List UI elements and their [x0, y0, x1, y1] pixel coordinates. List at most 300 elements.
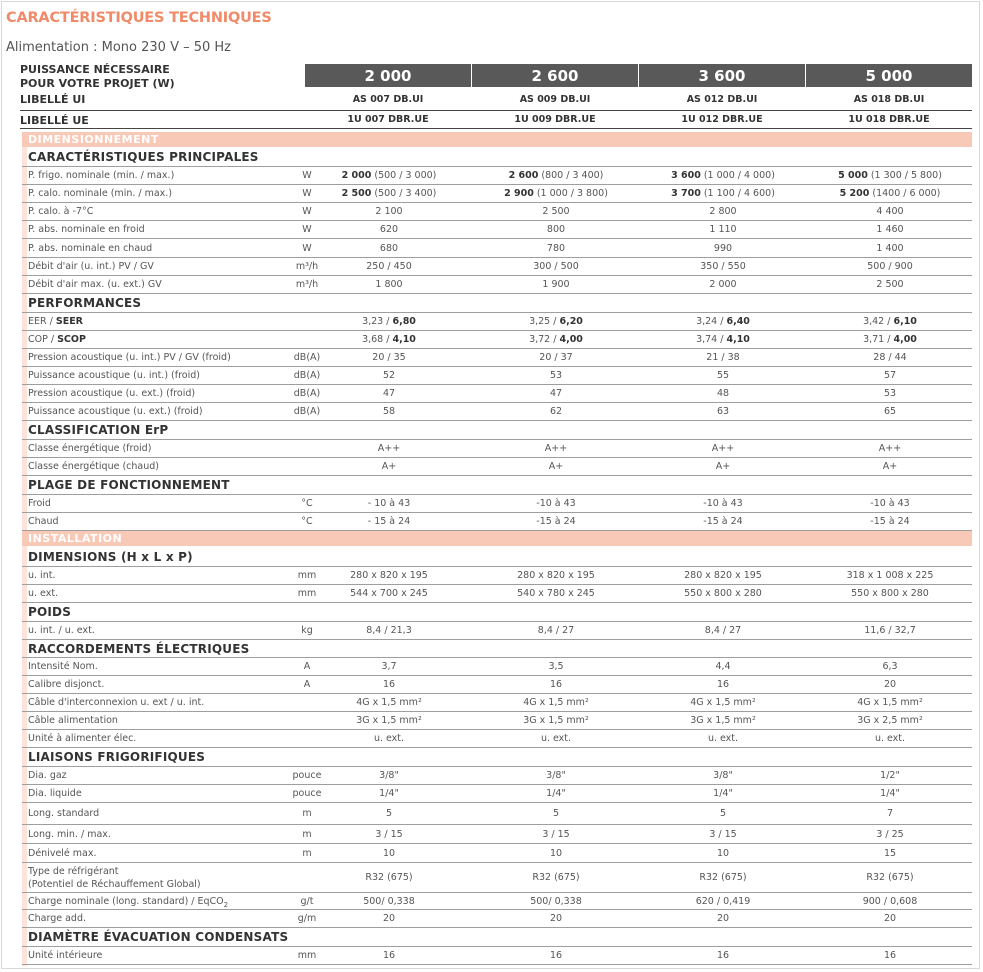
value-range: (1 100 / 4 600): [700, 188, 775, 199]
row-value: 21 / 38: [706, 352, 740, 363]
value-nominal: 3 600: [671, 170, 701, 181]
row-unit: m: [302, 808, 312, 819]
table-row: [22, 203, 972, 221]
row-value: 990: [713, 243, 733, 254]
value-seasonal: 4,00: [559, 334, 583, 345]
row-value: 3/8": [713, 770, 733, 781]
row-value: 10: [716, 848, 730, 859]
row-unit: W: [302, 206, 312, 217]
row-value: A++: [377, 443, 401, 454]
band-label: DIMENSIONNEMENT: [28, 133, 159, 146]
section-title: CARACTÉRISTIQUES PRINCIPALES: [28, 150, 259, 164]
row-value: 280 x 820 x 195: [684, 570, 762, 581]
row-label: Long. standard: [28, 808, 100, 819]
value-seasonal: 6,40: [726, 316, 750, 327]
power-label-2: POUR VOTRE PROJET (W): [20, 77, 175, 90]
row-value: R32 (675): [699, 872, 747, 883]
row-value: 15: [883, 848, 897, 859]
value-seasonal: 4,00: [893, 334, 917, 345]
section-dimensions: [22, 548, 972, 567]
row-value: 55: [716, 370, 730, 381]
row-value: 3G x 2,5 mm²: [857, 715, 923, 726]
row-value: 8,4 / 27: [537, 625, 575, 636]
row-value: 1 900: [542, 279, 570, 290]
row-value: 540 x 780 x 245: [517, 588, 595, 599]
row-value: 2 500: [876, 279, 904, 290]
row-label: Unité intérieure: [28, 950, 103, 961]
row-unit: g/m: [297, 913, 317, 924]
row-label: P. calo. nominale (min. / max.): [28, 188, 173, 199]
row-value: 47: [549, 388, 563, 399]
table-row: [22, 313, 972, 331]
row-value: 16: [382, 950, 396, 961]
row-value: 5: [552, 808, 560, 819]
column-power-header: 2 600: [472, 64, 638, 87]
row-value: [640, 334, 806, 345]
row-unit: °C: [301, 516, 313, 527]
row-value: A++: [878, 443, 902, 454]
row-value: 318 x 1 008 x 225: [846, 570, 934, 581]
section-erp: [22, 421, 972, 440]
row-value: 16: [549, 950, 563, 961]
row-label: Dia. liquide: [28, 788, 82, 799]
row-value: 20: [382, 913, 396, 924]
table-row: [22, 803, 972, 825]
row-value: 4G x 1,5 mm²: [523, 697, 589, 708]
row-unit: dB(A): [293, 406, 321, 417]
section-title: POIDS: [28, 605, 72, 619]
value-range: (1 000 / 3 800): [533, 188, 608, 199]
row-unit: g/t: [300, 896, 314, 907]
row-label: [28, 316, 83, 327]
row-value: 900 / 0,608: [862, 896, 918, 907]
row-value: 20: [883, 679, 897, 690]
row-unit: A: [303, 661, 311, 672]
row-value: 300 / 500: [533, 261, 579, 272]
row-value: 500/ 0,338: [530, 896, 582, 907]
row-value: 1 800: [375, 279, 403, 290]
row-value: 4,4: [715, 661, 731, 672]
row-value: 1 110: [709, 224, 737, 235]
value-range: (800 / 3 400): [538, 170, 604, 181]
row-value: 20 / 35: [372, 352, 406, 363]
row-unit: W: [302, 224, 312, 235]
row-value: 48: [716, 388, 730, 399]
table-row: [22, 730, 972, 748]
column-ue-model: 1U 018 DBR.UE: [848, 114, 930, 125]
table-row: [22, 185, 972, 203]
power-supply-line: Alimentation : Mono 230 V – 50 Hz: [6, 40, 231, 55]
row-value: 2 500: [542, 206, 570, 217]
row-unit: dB(A): [293, 370, 321, 381]
row-value: 3 / 15: [375, 829, 403, 840]
row-value: -10 à 43: [870, 498, 910, 509]
row-label: Dénivelé max.: [28, 848, 97, 859]
row-value: u. ext.: [540, 733, 572, 744]
row-label-bold: SEER: [55, 316, 83, 327]
row-value: 3/8": [546, 770, 566, 781]
table-row: [22, 367, 972, 385]
row-value: 2 000: [709, 279, 737, 290]
row-value: 6,3: [882, 661, 898, 672]
value-range: (1 000 / 4 000): [700, 170, 775, 181]
table-row: [22, 863, 972, 893]
table-row: [22, 221, 972, 239]
table-row: [22, 167, 972, 185]
row-value: -15 à 24: [703, 516, 743, 527]
row-value: 3G x 1,5 mm²: [523, 715, 589, 726]
column-power-header: 2 000: [305, 64, 471, 87]
row-unit: m: [302, 829, 312, 840]
section-performances: [22, 294, 972, 313]
row-label: Unité à alimenter élec.: [28, 733, 137, 744]
row-label: Pression acoustique (u. int.) PV / GV (froid): [28, 352, 231, 363]
row-value: R32 (675): [866, 872, 914, 883]
row-label: Câble alimentation: [28, 715, 118, 726]
row-value: 550 x 800 x 280: [851, 588, 929, 599]
row-value: 20: [716, 913, 730, 924]
row-value: 16: [716, 679, 730, 690]
row-value: u. ext.: [707, 733, 739, 744]
row-value: -10 à 43: [703, 498, 743, 509]
table-row: [22, 622, 972, 640]
row-unit: °C: [301, 498, 313, 509]
column-power-header: 3 600: [639, 64, 805, 87]
value-range: (1 300 / 5 800): [867, 170, 942, 181]
row-value: 28 / 44: [873, 352, 907, 363]
row-value: 1 460: [876, 224, 904, 235]
value-ratio: 3,25 /: [529, 316, 560, 327]
row-unit: dB(A): [293, 352, 321, 363]
row-value: 500/ 0,338: [363, 896, 415, 907]
row-value: 3,5: [548, 661, 564, 672]
row-label: u. ext.: [28, 588, 59, 599]
row-value: - 10 à 43: [367, 498, 411, 509]
row-value: 16: [382, 679, 396, 690]
table-row: [22, 495, 972, 513]
table-row: [22, 276, 972, 294]
row-value: 20: [883, 913, 897, 924]
row-label-part: COP /: [28, 334, 58, 345]
row-value: 10: [382, 848, 396, 859]
table-row: [22, 712, 972, 730]
row-value: 2 800: [709, 206, 737, 217]
value-seasonal: 4,10: [392, 334, 416, 345]
row-value: u. ext.: [373, 733, 405, 744]
row-value: 3,7: [381, 661, 397, 672]
table-row: [22, 331, 972, 349]
value-ratio: 3,71 /: [863, 334, 894, 345]
table-row: [22, 258, 972, 276]
column-ui-model: AS 009 DB.UI: [519, 94, 591, 105]
row-value: 780: [546, 243, 566, 254]
row-value: 3/8": [379, 770, 399, 781]
row-value: [473, 316, 639, 327]
row-unit: pouce: [292, 770, 322, 781]
table-row: [22, 458, 972, 476]
row-unit: W: [302, 170, 312, 181]
row-value: 1/4": [713, 788, 733, 799]
row-value: [807, 188, 973, 199]
row-value: 3 / 15: [542, 829, 570, 840]
row-value: 500 / 900: [867, 261, 913, 272]
row-value: 10: [549, 848, 563, 859]
row-unit: mm: [297, 588, 317, 599]
section-title: DIAMÈTRE ÉVACUATION CONDENSATS: [28, 930, 289, 944]
row-value: 4G x 1,5 mm²: [690, 697, 756, 708]
value-ratio: 3,68 /: [362, 334, 393, 345]
table-row: [22, 658, 972, 676]
row-value: -15 à 24: [536, 516, 576, 527]
section-raccordements: [22, 640, 972, 658]
value-seasonal: 4,10: [726, 334, 750, 345]
value-ratio: 3,74 /: [696, 334, 727, 345]
row-value: 3G x 1,5 mm²: [690, 715, 756, 726]
row-value: 16: [883, 950, 897, 961]
row-value: 1 400: [876, 243, 904, 254]
table-row: [22, 825, 972, 844]
row-value: 1/4": [546, 788, 566, 799]
row-value: [306, 334, 472, 345]
row-value: 280 x 820 x 195: [350, 570, 428, 581]
table-row: [22, 513, 972, 531]
page-title: CARACTÉRISTIQUES TECHNIQUES: [6, 10, 272, 26]
table-row: [22, 676, 972, 694]
row-label: Intensité Nom.: [28, 661, 98, 672]
row-value: [306, 188, 472, 199]
row-label: P. calo. à -7°C: [28, 206, 94, 217]
row-value: 8,4 / 21,3: [366, 625, 412, 636]
row-unit: m³/h: [295, 279, 319, 290]
row-value: [473, 188, 639, 199]
column-ui-model: AS 012 DB.UI: [686, 94, 758, 105]
row-value: 4G x 1,5 mm²: [857, 697, 923, 708]
row-unit: kg: [301, 625, 313, 636]
row-label: Câble d'interconnexion u. ext / u. int.: [28, 697, 205, 708]
value-seasonal: 6,20: [559, 316, 583, 327]
section-principales: [22, 148, 972, 167]
value-range: (500 / 3 400): [371, 188, 437, 199]
row-value: 280 x 820 x 195: [517, 570, 595, 581]
row-value: u. ext.: [874, 733, 906, 744]
row-label: P. abs. nominale en froid: [28, 224, 145, 235]
value-nominal: 2 900: [504, 188, 534, 199]
column-power-header: 5 000: [806, 64, 972, 87]
row-label-main: Charge nominale (long. standard) / EqCO: [28, 896, 224, 907]
row-value: 544 x 700 x 245: [350, 588, 428, 599]
row-unit: mm: [297, 570, 317, 581]
row-value: 57: [883, 370, 897, 381]
row-value: 5: [719, 808, 727, 819]
row-value: [807, 316, 973, 327]
row-value: A++: [544, 443, 568, 454]
row-value: 4 400: [876, 206, 904, 217]
table-row: [22, 385, 972, 403]
row-value: -15 à 24: [870, 516, 910, 527]
row-value: 800: [546, 224, 566, 235]
row-value: A+: [548, 461, 564, 472]
row-label-subscript: 2: [223, 900, 229, 909]
table-row: [22, 910, 972, 928]
row-value: 8,4 / 27: [704, 625, 742, 636]
table-row: [22, 694, 972, 712]
section-title: CLASSIFICATION ErP: [28, 423, 169, 437]
band-installation: [22, 531, 972, 546]
row-value: [473, 170, 639, 181]
row-value: R32 (675): [532, 872, 580, 883]
row-label: u. int. / u. ext.: [28, 625, 95, 636]
row-value: A++: [711, 443, 735, 454]
value-nominal: 2 500: [341, 188, 372, 199]
section-diametre: [22, 928, 972, 947]
value-nominal: 5 000: [838, 170, 868, 181]
row-value: 16: [716, 950, 730, 961]
row-value: 3 / 15: [709, 829, 737, 840]
section-poids: [22, 603, 972, 622]
power-label-1: PUISSANCE NÉCESSAIRE: [20, 63, 170, 76]
row-label-part: EER /: [28, 316, 56, 327]
row-value: 350 / 550: [700, 261, 746, 272]
column-ui-model: AS 018 DB.UI: [853, 94, 925, 105]
row-value: 1/2": [880, 770, 900, 781]
row-label-line1: Type de réfrigérant: [28, 866, 119, 877]
row-label-bold: SCOP: [57, 334, 86, 345]
row-value: A+: [715, 461, 731, 472]
row-value: 53: [549, 370, 563, 381]
table-row: [22, 349, 972, 367]
row-label: Charge add.: [28, 913, 87, 924]
value-range: (500 / 3 000): [371, 170, 437, 181]
table-row: [22, 440, 972, 458]
row-label: Chaud: [28, 516, 59, 527]
row-value: 53: [883, 388, 897, 399]
row-value: 250 / 450: [366, 261, 412, 272]
row-value: A+: [882, 461, 898, 472]
row-label: Puissance acoustique (u. ext.) (froid): [28, 406, 203, 417]
column-ue-model: 1U 007 DBR.UE: [347, 114, 429, 125]
band-label: INSTALLATION: [28, 532, 123, 545]
value-nominal: 3 700: [671, 188, 701, 199]
band-dimensionnement: [22, 132, 972, 147]
row-value: 550 x 800 x 280: [684, 588, 762, 599]
row-unit: W: [302, 243, 312, 254]
row-label-line2: (Potentiel de Réchauffement Global): [28, 879, 201, 890]
row-label: Calibre disjonct.: [28, 679, 105, 690]
section-title: DIMENSIONS (H x L x P): [28, 550, 193, 564]
row-value: 1/4": [379, 788, 399, 799]
row-label: Classe énergétique (froid): [28, 443, 152, 454]
table-row: [22, 844, 972, 863]
row-label: Débit d'air max. (u. ext.) GV: [28, 279, 162, 290]
row-label: Long. min. / max.: [28, 829, 111, 840]
row-value: [640, 188, 806, 199]
row-label: [28, 334, 86, 345]
row-label: Puissance acoustique (u. int.) (froid): [28, 370, 200, 381]
row-unit: dB(A): [293, 388, 321, 399]
row-value: 16: [549, 679, 563, 690]
row-value: 20 / 37: [539, 352, 573, 363]
row-value: 52: [382, 370, 396, 381]
row-value: [807, 170, 973, 181]
row-unit: mm: [297, 950, 317, 961]
row-value: 3 / 25: [876, 829, 904, 840]
row-value: 620: [379, 224, 399, 235]
column-ue-model: 1U 012 DBR.UE: [681, 114, 763, 125]
row-value: [807, 334, 973, 345]
row-value: 62: [549, 406, 563, 417]
row-label: P. frigo. nominale (min. / max.): [28, 170, 175, 181]
row-value: 20: [549, 913, 563, 924]
row-value: 620 / 0,419: [695, 896, 751, 907]
value-nominal: 5 200: [839, 188, 870, 199]
row-label: u. int.: [28, 570, 56, 581]
value-ratio: 3,42 /: [863, 316, 894, 327]
section-title: PLAGE DE FONCTIONNEMENT: [28, 478, 230, 492]
ue-label: LIBELLÉ UE: [20, 114, 89, 127]
row-value: 47: [382, 388, 396, 399]
column-ui-model: AS 007 DB.UI: [352, 94, 424, 105]
value-ratio: 3,24 /: [696, 316, 727, 327]
section-title: RACCORDEMENTS ÉLECTRIQUES: [28, 642, 250, 656]
row-label: P. abs. nominale en chaud: [28, 243, 153, 254]
value-nominal: 2 600: [508, 170, 539, 181]
ui-label: LIBELLÉ UI: [20, 93, 86, 106]
value-nominal: 2 000: [341, 170, 372, 181]
table-row: [22, 767, 972, 785]
value-seasonal: 6,80: [392, 316, 416, 327]
row-value: [306, 170, 472, 181]
column-ue-model: 1U 009 DBR.UE: [514, 114, 596, 125]
row-value: 4G x 1,5 mm²: [356, 697, 422, 708]
row-value: 63: [716, 406, 730, 417]
row-value: 5: [385, 808, 393, 819]
row-value: 2 100: [375, 206, 403, 217]
table-row: [22, 585, 972, 603]
row-label: Pression acoustique (u. ext.) (froid): [28, 388, 196, 399]
row-value: R32 (675): [365, 872, 413, 883]
table-row: [22, 403, 972, 421]
row-value: 3G x 1,5 mm²: [356, 715, 422, 726]
value-ratio: 3,72 /: [529, 334, 560, 345]
row-unit: W: [302, 188, 312, 199]
header-divider-ue: [20, 128, 972, 129]
row-value: - 15 à 24: [367, 516, 411, 527]
row-value: [640, 316, 806, 327]
row-value: [640, 170, 806, 181]
value-range: (1400 / 6 000): [869, 188, 941, 199]
table-row: [22, 893, 972, 910]
row-value: 680: [379, 243, 399, 254]
row-value: 65: [883, 406, 897, 417]
row-value: A+: [381, 461, 397, 472]
section-plage: [22, 476, 972, 495]
table-row: [22, 567, 972, 585]
table-row: [22, 947, 972, 965]
table-row: [22, 239, 972, 258]
section-title: PERFORMANCES: [28, 296, 142, 310]
row-label: Dia. gaz: [28, 770, 67, 781]
row-unit: m: [302, 848, 312, 859]
row-unit: m³/h: [295, 261, 319, 272]
row-label: [28, 896, 228, 911]
row-value: 1/4": [880, 788, 900, 799]
table-row: [22, 785, 972, 803]
row-unit: A: [303, 679, 311, 690]
row-value: 7: [886, 808, 894, 819]
header-divider-ui: [20, 110, 972, 111]
section-liaisons: [22, 748, 972, 767]
row-value: 11,6 / 32,7: [864, 625, 916, 636]
